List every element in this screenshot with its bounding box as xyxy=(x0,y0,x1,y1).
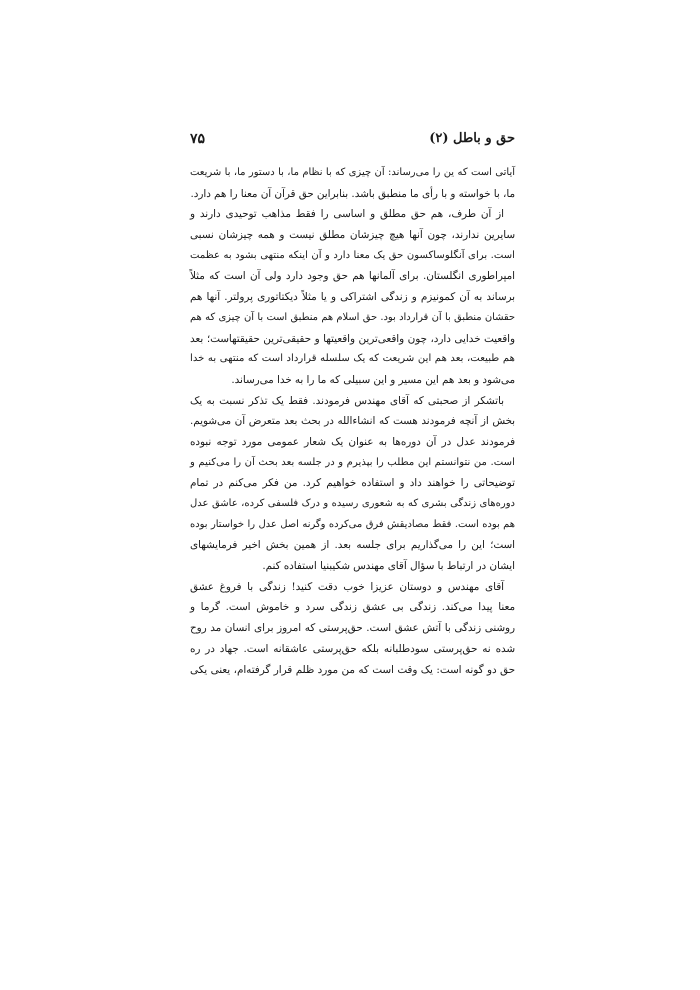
paragraph xyxy=(190,391,515,577)
text-line: هم بوده است. فقط مصادیقش فرق می‌کرده وگرنه اصل عدل را خواستار بوده xyxy=(190,518,515,530)
text-line: است. برای آنگلوساکسون حق یک معنا دارد و آن اینکه منتهی بشود به عظمت xyxy=(190,249,515,261)
page-number: ۷۵ xyxy=(190,131,206,147)
page-body xyxy=(190,163,515,680)
text-line: می‌شود و بعد هم این مسیر و این سبیلی که ما را به خدا می‌رساند. xyxy=(231,373,515,386)
paragraph xyxy=(190,204,515,390)
text-line: امپراطوری انگلستان. برای آلمانها هم حق وجود دارد ولی آن است که مثلاً xyxy=(190,270,515,283)
text-line: ایشان در ارتباط با سؤال آقای مهندس شکیبنیا استفاده کنم. xyxy=(262,560,515,573)
running-title: حق و باطل (۲) xyxy=(429,131,515,146)
text-line: از آن طرف، هم حق مطلق و اساسی را فقط مذاهب توحیدی دارند و xyxy=(190,208,504,221)
text-line: آیاتی است که ین را می‌رساند: آن چیزی که با نظام ما، با دستور ما، با شریعت xyxy=(190,167,515,178)
text-line: هم طبیعت، بعد هم این شریعت که یک سلسله قرارداد است که منتهی به خدا xyxy=(190,353,515,365)
text-line: حقشان منطبق با آن قرارداد بود. حق اسلام هم منطبق است با آن چیزی که هم xyxy=(190,311,515,323)
paragraph xyxy=(190,577,515,680)
text-line: باتشکر از صحبتی که آقای مهندس فرمودند. فقط یک تذکر نسبت به یک xyxy=(190,394,504,407)
text-line: روشنی زندگی با آتش عشق است. حق‌پرستی که امروز برای انسان مد روح xyxy=(190,622,515,635)
text-line: واقعیت خدایی دارد، چون واقعی‌ترین واقعیتها و حقیقی‌ترین حقیقتهاست؛ بعد xyxy=(190,332,515,345)
text-line: است. من نتوانستم این مطلب را بپذیرم و در جلسه بعد بحث آن را می‌کنیم و xyxy=(190,456,515,468)
text-line: آقای مهندس و دوستان عزیزا خوب دقت کنید! زندگی با فروغ عشق xyxy=(190,580,504,593)
text-line: سایرین ندارند، چون آنها هیچ چیزشان مطلق نیست و همه چیزشان نسبی xyxy=(190,229,515,242)
text-line: است؛ این را می‌گذاریم برای جلسه بعد. از همین بخش اخیر فرمایشهای xyxy=(190,539,515,552)
text-line: معنا پیدا می‌کند. زندگی بی عشق زندگی سرد و خاموش است. گرما و xyxy=(190,601,515,614)
page-header xyxy=(190,131,515,151)
paragraph xyxy=(190,163,515,204)
text-line: فرمودند عدل در آن دوره‌ها به عنوان یک شعار عمومی مورد توجه نبوده xyxy=(190,435,515,448)
text-line: حق دو گونه است: یک وقت است که من مورد ظلم قرار گرفته‌ام، یعنی یکی xyxy=(190,663,515,676)
text-line: توضیحاتی را خواهند داد و استفاده خواهیم کرد. من فکر می‌کنم در تمام xyxy=(190,477,515,490)
text-line: برساند به آن کمونیزم و زندگی اشتراکی و یا مثلاً دیکتاتوری پرولتر. آنها هم xyxy=(190,291,515,304)
text-line: شده نه حق‌پرستی سودطلبانه بلکه حق‌پرستی عاشقانه است. جهاد در ره xyxy=(190,642,515,655)
text-line: ما، با خواسته و با رأی ما منطبق باشد. بنابراین حق قرآن آن معنا را هم دارد. xyxy=(190,187,515,200)
text-line: بخش از آنچه فرمودند هست که انشاءالله در بحث بعد متعرض آن می‌شویم. xyxy=(190,415,515,428)
text-line: دوره‌های زندگی بشری که به شعوری رسیده و درک فلسفی کرده، عاشق عدل xyxy=(190,498,515,509)
